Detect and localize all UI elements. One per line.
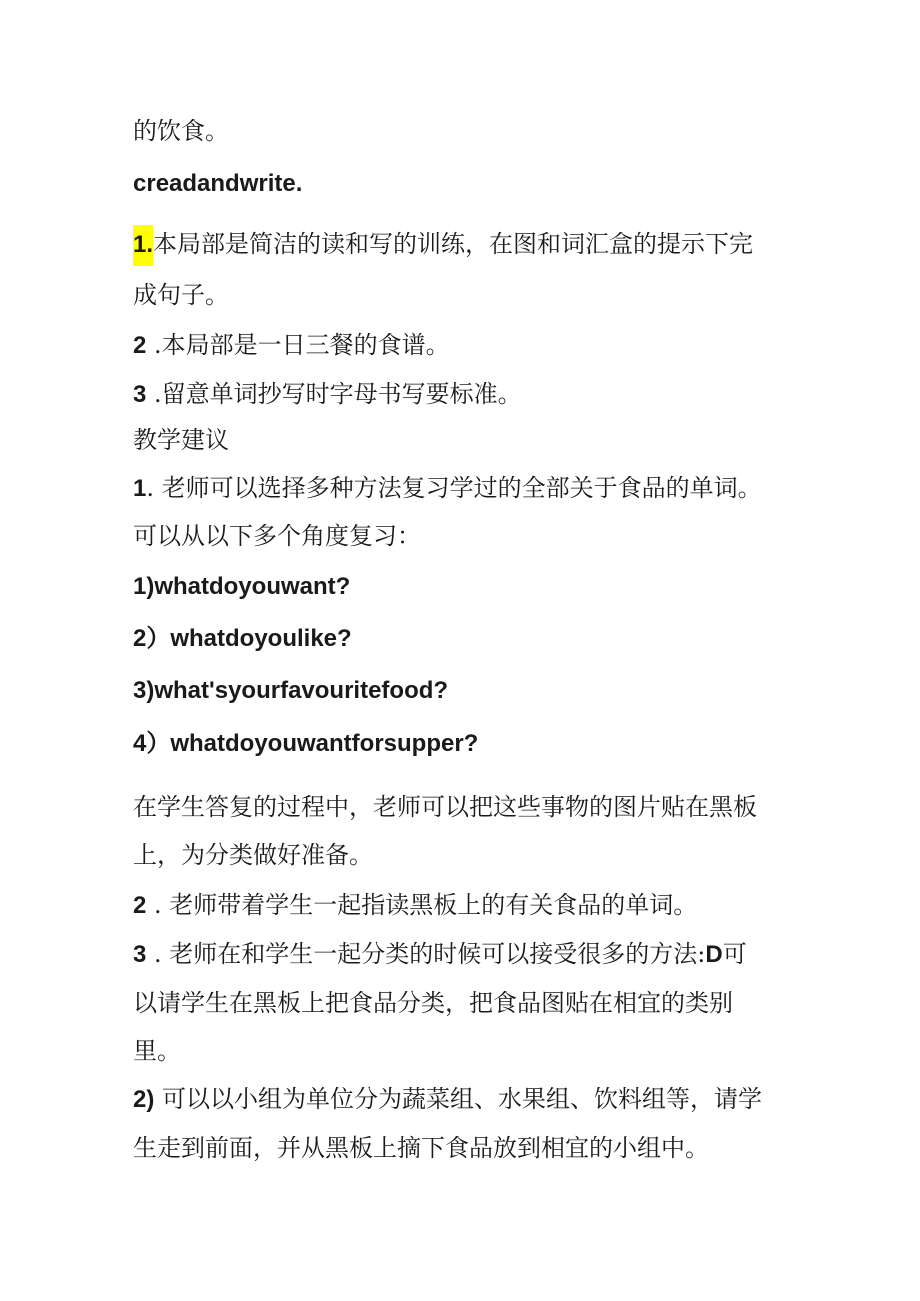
text-line — [133, 379, 522, 410]
text-span: . 老师在和学生一起分类的时候可以接受很多的方法: — [146, 940, 706, 968]
text-line — [133, 939, 747, 970]
text-line: 以请学生在黑板上把食品分类，把食品图贴在相宜的类别 — [133, 989, 733, 1017]
list-number: 2 — [133, 892, 147, 919]
list-number: 3 — [133, 941, 147, 968]
text-line — [133, 229, 753, 260]
text-line — [133, 890, 697, 921]
list-number: 2) — [133, 1086, 155, 1113]
list-number: 2 — [133, 332, 147, 359]
text-span: . 老师带着学生一起指读黑板上的有关食品的单词。 — [146, 891, 698, 919]
text-line: 生走到前面，并从黑板上摘下食品放到相宜的小组中。 — [133, 1134, 709, 1162]
text-span: 可以以小组为单位分为蔬菜组、水果组、饮料组等，请学 — [154, 1085, 762, 1113]
text-line: 成句子。 — [133, 281, 229, 309]
section-heading: creadandwrite. — [133, 170, 303, 197]
highlighted-number: 1. — [133, 225, 153, 266]
question-line: 3)what'syourfavouritefood? — [133, 677, 449, 704]
text-line: 可以从以下多个角度复习： — [133, 522, 421, 550]
section-title: 教学建议 — [133, 426, 229, 454]
text-line: 的饮食。 — [133, 117, 229, 145]
text-line: 上，为分类做好准备。 — [133, 841, 373, 869]
text-span: .留意单词抄写时字母书写要标准。 — [146, 380, 522, 408]
text-line: 在学生答复的过程中，老师可以把这些事物的图片贴在黑板 — [133, 793, 757, 821]
text-line — [133, 1084, 762, 1115]
text-span: . 老师可以选择多种方法复习学过的全部关于食品的单词。 — [146, 474, 762, 502]
question-line: 4）whatdoyouwantforsupper? — [133, 730, 479, 757]
text-line: 里。 — [133, 1037, 181, 1065]
question-line: 1)whatdoyouwant? — [133, 573, 351, 600]
question-line: 2）whatdoyoulike? — [133, 625, 352, 652]
text-span: 本局部是简洁的读和写的训练，在图和词汇盒的提示下完 — [153, 230, 754, 258]
bold-letter: D — [705, 941, 723, 968]
text-span: .本局部是一日三餐的食谱。 — [146, 331, 450, 359]
list-number: 3 — [133, 381, 147, 408]
list-number: 1 — [133, 475, 147, 502]
text-line — [133, 330, 450, 361]
text-line — [133, 473, 762, 504]
text-span: 可 — [722, 940, 747, 968]
